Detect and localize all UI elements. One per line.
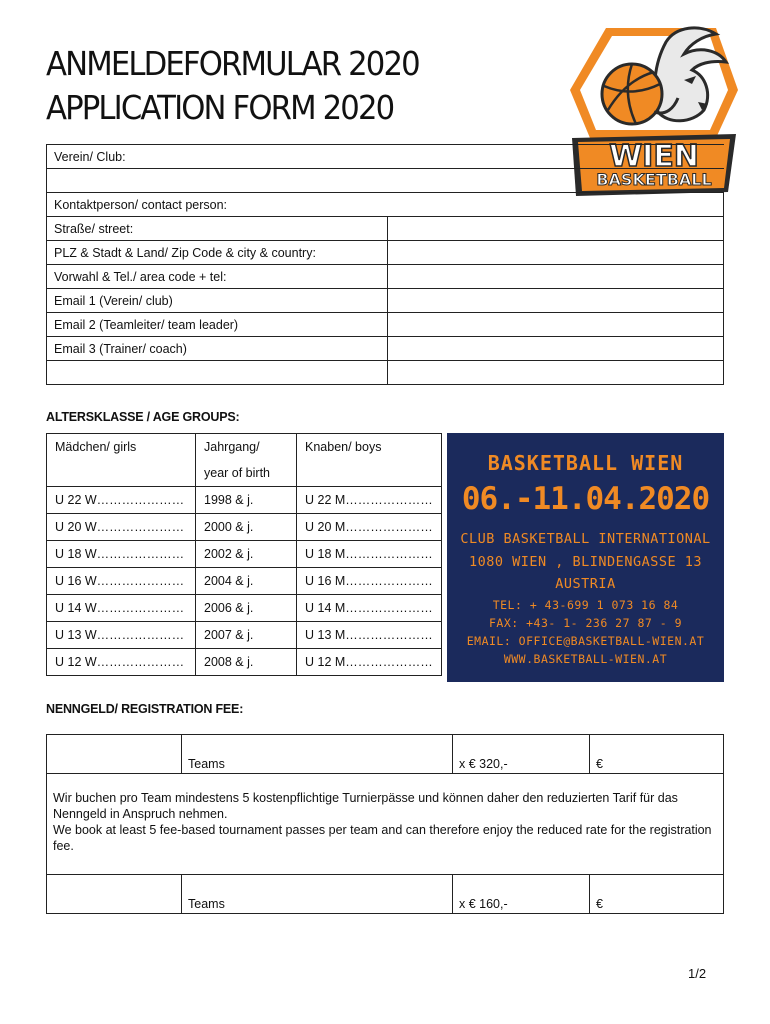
age-groups-heading: ALTERSKLASSE / AGE GROUPS: bbox=[46, 410, 240, 424]
table-row bbox=[47, 595, 442, 622]
info-fax: FAX: +43- 1- 236 27 87 - 9 bbox=[488, 616, 682, 630]
year-cell: 2002 & j. bbox=[196, 541, 297, 568]
girls-u18[interactable]: U 18 W………………… bbox=[47, 541, 196, 568]
boys-u16[interactable]: U 16 M………………… bbox=[297, 568, 442, 595]
boys-header: Knaben/ boys bbox=[297, 434, 442, 461]
logo-text-basketball: BASKETBALL bbox=[596, 170, 712, 189]
fee-row-reduced bbox=[47, 875, 724, 914]
blank-label bbox=[47, 361, 388, 385]
fee-note-en: We book at least 5 fee-based tournament passes per team and can therefore enjoy the reduced rate for the registration fee. bbox=[53, 823, 712, 853]
form-title-en: APPLICATION FORM 2020 bbox=[46, 88, 394, 127]
email3-label: Email 3 (Trainer/ coach) bbox=[47, 337, 388, 361]
year-cell: 1998 & j. bbox=[196, 487, 297, 514]
currency-1: € bbox=[596, 757, 603, 771]
club-label: Verein/ Club: bbox=[54, 149, 126, 164]
girls-u20[interactable]: U 20 W………………… bbox=[47, 514, 196, 541]
phone-label: Vorwahl & Tel./ area code + tel: bbox=[47, 265, 388, 289]
girls-u13[interactable]: U 13 W………………… bbox=[47, 622, 196, 649]
girls-header: Mädchen/ girls bbox=[47, 434, 196, 461]
info-web: WWW.BASKETBALL-WIEN.AT bbox=[503, 652, 668, 666]
fee-heading: NENNGELD/ REGISTRATION FEE: bbox=[46, 702, 244, 716]
year-cell: 2008 & j. bbox=[196, 649, 297, 676]
street-input[interactable] bbox=[388, 217, 724, 241]
year-header-en: year of birth bbox=[196, 460, 297, 487]
table-row bbox=[47, 568, 442, 595]
contact-form-table bbox=[46, 144, 724, 385]
boys-u14[interactable]: U 14 M………………… bbox=[297, 595, 442, 622]
zip-city-label: PLZ & Stadt & Land/ Zip Code & city & country: bbox=[47, 241, 388, 265]
info-country: AUSTRIA bbox=[555, 576, 616, 592]
girls-u14[interactable]: U 14 W………………… bbox=[47, 595, 196, 622]
boys-u12[interactable]: U 12 M………………… bbox=[297, 649, 442, 676]
tournament-info-box bbox=[447, 433, 724, 682]
girls-u16[interactable]: U 16 W………………… bbox=[47, 568, 196, 595]
club-field[interactable] bbox=[47, 145, 724, 169]
fee-row-full bbox=[47, 735, 724, 774]
girls-u12[interactable]: U 12 W………………… bbox=[47, 649, 196, 676]
table-row bbox=[47, 487, 442, 514]
fee-note bbox=[47, 774, 724, 875]
zip-city-input[interactable] bbox=[388, 241, 724, 265]
age-groups-table bbox=[46, 433, 442, 676]
team-count-input-2[interactable] bbox=[47, 875, 182, 914]
boys-u20[interactable]: U 20 M………………… bbox=[297, 514, 442, 541]
fee-table bbox=[46, 734, 724, 914]
table-row bbox=[47, 541, 442, 568]
team-count-input-1[interactable] bbox=[47, 735, 182, 774]
email2-label: Email 2 (Teamleiter/ team leader) bbox=[47, 313, 388, 337]
logo-text-wien: WIEN bbox=[609, 139, 699, 174]
year-cell: 2004 & j. bbox=[196, 568, 297, 595]
info-email: EMAIL: OFFICE@BASKETBALL-WIEN.AT bbox=[466, 634, 705, 648]
street-label: Straße/ street: bbox=[47, 217, 388, 241]
info-tel: TEL: + 43-699 1 073 16 84 bbox=[492, 598, 679, 612]
boys-u22[interactable]: U 22 M………………… bbox=[297, 487, 442, 514]
price-2: x € 160,- bbox=[453, 875, 590, 914]
price-1: x € 320,- bbox=[453, 735, 590, 774]
teams-label-2: Teams bbox=[182, 875, 453, 914]
teams-label-1: Teams bbox=[182, 735, 453, 774]
info-address: 1080 WIEN , BLINDENGASSE 13 bbox=[469, 554, 702, 570]
email1-input[interactable] bbox=[388, 289, 724, 313]
table-row bbox=[47, 514, 442, 541]
club-field-extra[interactable] bbox=[47, 169, 724, 193]
info-dates: 06.-11.04.2020 bbox=[461, 481, 710, 517]
info-venue: CLUB BASKETBALL INTERNATIONAL bbox=[460, 531, 711, 547]
year-cell: 2006 & j. bbox=[196, 595, 297, 622]
table-row bbox=[47, 622, 442, 649]
girls-u22[interactable]: U 22 W………………… bbox=[47, 487, 196, 514]
contact-person-field[interactable] bbox=[47, 193, 724, 217]
page-number: 1/2 bbox=[688, 966, 707, 981]
contact-person-label: Kontaktperson/ contact person: bbox=[54, 197, 228, 212]
fee-note-de: Wir buchen pro Team mindestens 5 kostenpflichtige Turnierpässe und können daher den reduzierten Tarif für das Nenngeld in Anspruch nehmen. bbox=[53, 791, 678, 821]
phone-input[interactable] bbox=[388, 265, 724, 289]
boys-u18[interactable]: U 18 M………………… bbox=[297, 541, 442, 568]
year-cell: 2000 & j. bbox=[196, 514, 297, 541]
year-cell: 2007 & j. bbox=[196, 622, 297, 649]
table-row bbox=[47, 649, 442, 676]
total-input-1[interactable] bbox=[590, 735, 724, 774]
email3-input[interactable] bbox=[388, 337, 724, 361]
info-club-name: BASKETBALL WIEN bbox=[487, 451, 684, 475]
blank-input[interactable] bbox=[388, 361, 724, 385]
year-header: Jahrgang/ bbox=[196, 434, 297, 461]
total-input-2[interactable] bbox=[590, 875, 724, 914]
form-title-de: ANMELDEFORMULAR 2020 bbox=[46, 44, 419, 83]
currency-2: € bbox=[596, 897, 603, 911]
email1-label: Email 1 (Verein/ club) bbox=[47, 289, 388, 313]
boys-u13[interactable]: U 13 M………………… bbox=[297, 622, 442, 649]
email2-input[interactable] bbox=[388, 313, 724, 337]
